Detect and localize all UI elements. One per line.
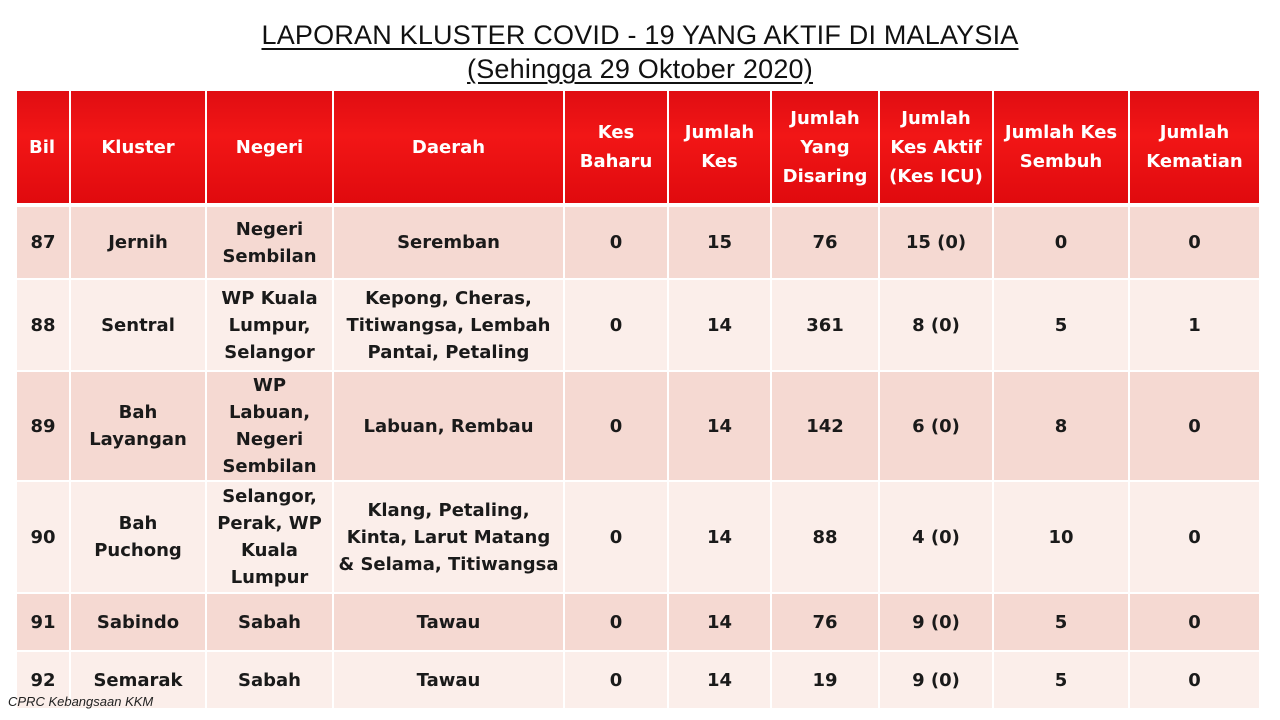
cell-kematian: 0 xyxy=(1129,593,1259,651)
table-row xyxy=(17,279,1259,371)
cell-kes-baharu: 0 xyxy=(564,205,668,279)
cell-kes-sembuh: 0 xyxy=(993,205,1129,279)
header-kes-sembuh: Jumlah Kes Sembuh xyxy=(993,91,1129,205)
cell-jumlah-kes: 14 xyxy=(668,371,771,481)
table-row xyxy=(17,481,1259,593)
cell-kematian: 0 xyxy=(1129,651,1259,709)
cell-kematian: 0 xyxy=(1129,371,1259,481)
header-daerah: Daerah xyxy=(333,91,564,205)
cell-negeri: WP Labuan, Negeri Sembilan xyxy=(206,371,333,481)
table-header xyxy=(17,91,1259,205)
cell-kematian: 0 xyxy=(1129,205,1259,279)
cell-daerah: Seremban xyxy=(333,205,564,279)
cell-bil: 91 xyxy=(17,593,70,651)
report-date: (Sehingga 29 Oktober 2020) xyxy=(467,54,813,84)
cell-bil: 87 xyxy=(17,205,70,279)
header-row xyxy=(17,91,1259,205)
cell-jumlah-kes: 14 xyxy=(668,481,771,593)
table-row xyxy=(17,651,1259,709)
header-negeri: Negeri xyxy=(206,91,333,205)
cell-negeri: Sabah xyxy=(206,651,333,709)
cell-kluster: Jernih xyxy=(70,205,206,279)
cell-jumlah-kes: 14 xyxy=(668,593,771,651)
cell-jumlah-disaring: 19 xyxy=(771,651,879,709)
cell-kluster: Sabindo xyxy=(70,593,206,651)
table-row xyxy=(17,371,1259,481)
cell-daerah: Kepong, Cheras, Titiwangsa, Lembah Pantai, Petaling xyxy=(333,279,564,371)
header-kematian: Jumlah Kematian xyxy=(1129,91,1259,205)
cell-jumlah-kes: 15 xyxy=(668,205,771,279)
header-kluster: Kluster xyxy=(70,91,206,205)
cluster-table xyxy=(17,91,1259,710)
cell-kluster: Bah Layangan xyxy=(70,371,206,481)
cell-daerah: Tawau xyxy=(333,593,564,651)
cell-kes-baharu: 0 xyxy=(564,481,668,593)
cell-negeri: Selangor, Perak, WP Kuala Lumpur xyxy=(206,481,333,593)
cell-kes-aktif: 9 (0) xyxy=(879,651,993,709)
cell-kes-aktif: 4 (0) xyxy=(879,481,993,593)
cell-negeri: Sabah xyxy=(206,593,333,651)
header-jumlah-kes: Jumlah Kes xyxy=(668,91,771,205)
cell-jumlah-kes: 14 xyxy=(668,279,771,371)
cell-kluster: Semarak xyxy=(70,651,206,709)
cell-bil: 92 xyxy=(17,651,70,709)
cell-jumlah-kes: 14 xyxy=(668,651,771,709)
cell-kes-sembuh: 5 xyxy=(993,279,1129,371)
cell-kluster: Sentral xyxy=(70,279,206,371)
cell-kematian: 0 xyxy=(1129,481,1259,593)
cell-jumlah-disaring: 88 xyxy=(771,481,879,593)
source-note: CPRC Kebangsaan KKM xyxy=(8,694,154,709)
cell-kes-aktif: 8 (0) xyxy=(879,279,993,371)
cell-jumlah-disaring: 76 xyxy=(771,205,879,279)
cell-kes-baharu: 0 xyxy=(564,371,668,481)
cell-kluster: Bah Puchong xyxy=(70,481,206,593)
cell-kematian: 1 xyxy=(1129,279,1259,371)
cell-kes-baharu: 0 xyxy=(564,593,668,651)
cell-bil: 88 xyxy=(17,279,70,371)
cell-jumlah-disaring: 361 xyxy=(771,279,879,371)
cell-bil: 90 xyxy=(17,481,70,593)
table-row xyxy=(17,205,1259,279)
cell-kes-aktif: 6 (0) xyxy=(879,371,993,481)
cell-kes-sembuh: 10 xyxy=(993,481,1129,593)
cell-kes-baharu: 0 xyxy=(564,651,668,709)
header-kes-aktif: Jumlah Kes Aktif (Kes ICU) xyxy=(879,91,993,205)
cell-jumlah-disaring: 142 xyxy=(771,371,879,481)
cell-kes-aktif: 15 (0) xyxy=(879,205,993,279)
header-bil: Bil xyxy=(17,91,70,205)
report-title-block xyxy=(0,18,1280,86)
cell-bil: 89 xyxy=(17,371,70,481)
header-jumlah-disaring: Jumlah Yang Disaring xyxy=(771,91,879,205)
cell-kes-sembuh: 8 xyxy=(993,371,1129,481)
cell-jumlah-disaring: 76 xyxy=(771,593,879,651)
cell-negeri: WP Kuala Lumpur, Selangor xyxy=(206,279,333,371)
cell-negeri: Negeri Sembilan xyxy=(206,205,333,279)
report-title: LAPORAN KLUSTER COVID - 19 YANG AKTIF DI MALAYSIA xyxy=(261,20,1019,50)
cell-daerah: Labuan, Rembau xyxy=(333,371,564,481)
cell-daerah: Klang, Petaling, Kinta, Larut Matang & Selama, Titiwangsa xyxy=(333,481,564,593)
cell-kes-aktif: 9 (0) xyxy=(879,593,993,651)
header-kes-baharu: Kes Baharu xyxy=(564,91,668,205)
cell-kes-sembuh: 5 xyxy=(993,651,1129,709)
table-row xyxy=(17,593,1259,651)
cell-daerah: Tawau xyxy=(333,651,564,709)
table-body xyxy=(17,205,1259,709)
cell-kes-sembuh: 5 xyxy=(993,593,1129,651)
cell-kes-baharu: 0 xyxy=(564,279,668,371)
